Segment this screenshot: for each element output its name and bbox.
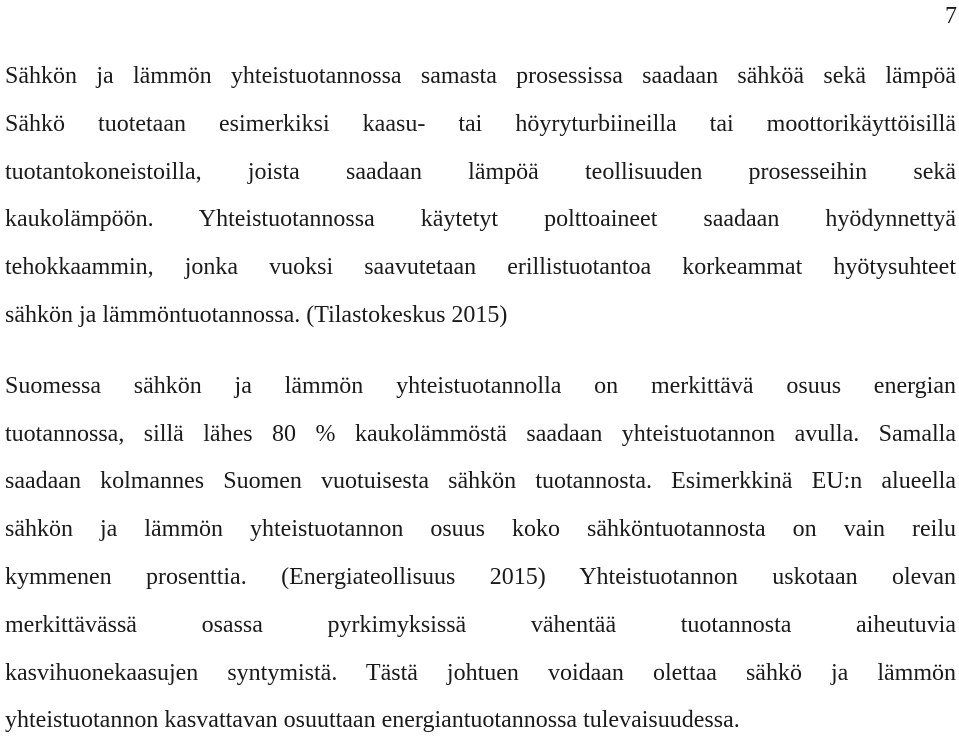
text-line: kymmenen prosenttia. (Energiateollisuus 2015) Yhteistuotannon uskotaan olevan [5,563,956,590]
text-line: yhteistuotannon kasvattavan osuuttaan energiantuotannossa tulevaisuudessa. [5,707,740,734]
text-line: tuotantokoneistoilla, joista saadaan lämpöä teollisuuden prosesseihin sekä [5,158,956,185]
text-line: merkittävässä osassa pyrkimyksissä vähentää tuotannosta aiheutuvia [5,611,956,638]
paragraph-cogeneration-intro [5,56,956,343]
body-text [5,56,956,748]
text-line: sähkön ja lämmön yhteistuotannon osuus koko sähköntuotannosta on vain reilu [5,516,956,543]
text-line: Suomessa sähkön ja lämmön yhteistuotannolla on merkittävä osuus energian [5,372,956,399]
text-line: tuotannossa, sillä lähes 80 % kaukolämmöstä saadaan yhteistuotannon avulla. Samalla [5,420,956,447]
text-line: saadaan kolmannes Suomen vuotuisesta sähkön tuotannosta. Esimerkkinä EU:n alueella [5,468,956,495]
text-line: kaukolämpöön. Yhteistuotannossa käytetyt polttoaineet saadaan hyödynnettyä [5,206,956,233]
paragraph-cogeneration-finland [5,366,956,748]
text-line: Sähkön ja lämmön yhteistuotannossa samasta prosessissa saadaan sähköä sekä lämpöä [5,63,956,89]
text-line: Sähkö tuotetaan esimerkiksi kaasu- tai höyryturbiineilla tai moottorikäyttöisillä [5,110,956,137]
page-number: 7 [945,3,957,29]
text-line: tehokkaammin, jonka vuoksi saavutetaan erillistuotantoa korkeammat hyötysuhteet [5,254,956,281]
text-line: sähkön ja lämmöntuotannossa. (Tilastokeskus 2015) [5,301,508,328]
text-line: kasvihuonekaasujen syntymistä. Tästä johtuen voidaan olettaa sähkö ja lämmön [5,659,956,686]
